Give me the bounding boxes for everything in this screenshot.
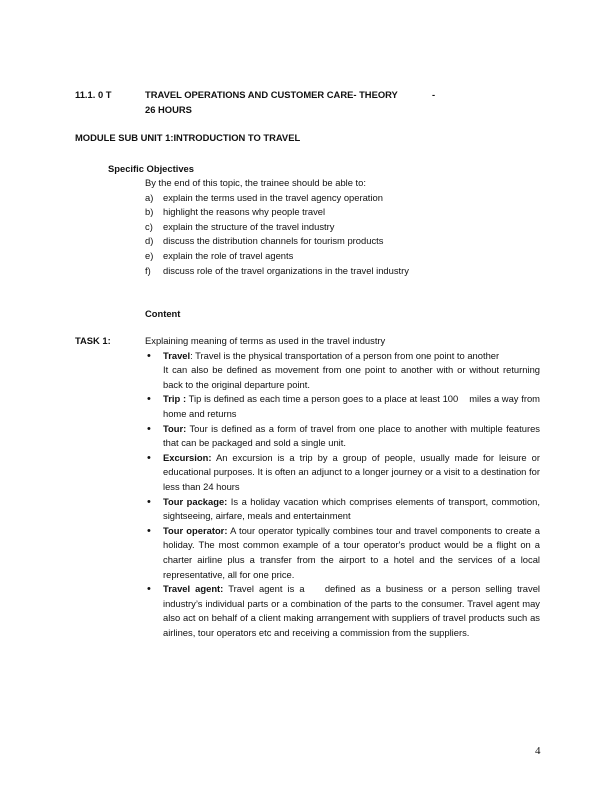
objective-item: [145, 234, 545, 249]
term-item: [145, 349, 540, 393]
page-number: 4: [535, 745, 541, 757]
objective-text: discuss role of the travel organizations in the travel industry: [163, 264, 409, 276]
objective-letter: a): [145, 191, 154, 203]
objective-text: discuss the distribution channels for tourism products: [163, 235, 384, 247]
objectives-list: [145, 176, 545, 278]
term-item: [145, 451, 543, 495]
task-label: TASK 1:: [75, 335, 111, 346]
objective-letter: d): [145, 235, 154, 247]
term-definition: An excursion is a trip by a group of people, usually made for leisure or educational purposes. It is often an adjunct to a longer journey or a visit to a destination for less than 24 hours: [163, 451, 543, 492]
term-name: Tour package:: [163, 495, 228, 507]
objective-letter: f): [145, 264, 151, 276]
term-sep: :: [190, 349, 193, 361]
term-name: Travel agent:: [163, 583, 224, 595]
task-section: [145, 334, 543, 640]
objective-text: explain the terms used in the travel agency operation: [163, 191, 383, 203]
term-item: [145, 582, 543, 640]
objective-text: highlight the reasons why people travel: [163, 206, 326, 218]
objective-text: explain the structure of the travel industry: [163, 220, 335, 232]
objectives-heading: Specific Objectives: [108, 163, 194, 174]
objective-letter: e): [145, 249, 154, 261]
term-definition: Is a holiday vacation which comprises elements of transport, commotion, sightseeing, airfare, meals and entertainment: [163, 495, 543, 522]
objective-letter: c): [145, 220, 153, 232]
term-extra: It can also be defined as movement from one point to another with or without returning back to the original departure point.: [163, 364, 540, 390]
objectives-intro: By the end of this topic, the trainee should be able to:: [145, 177, 366, 188]
module-heading: MODULE SUB UNIT 1:INTRODUCTION TO TRAVEL: [75, 132, 301, 143]
objective-item: [145, 191, 545, 206]
term-name: Excursion:: [163, 451, 212, 463]
title-dash: -: [432, 89, 436, 100]
course-title: TRAVEL OPERATIONS AND CUSTOMER CARE- THEORY: [145, 89, 398, 100]
term-item: [145, 495, 543, 524]
objective-letter: b): [145, 206, 154, 218]
objective-text: explain the role of travel agents: [163, 249, 294, 261]
term-definition: A tour operator typically combines tour and travel components to create a holiday. The most common example of a tour operator's product would be a flight on a charter airline plus a transfer from the airport to a hotel and the services of a local representative, all for one price.: [163, 524, 543, 580]
task-intro: Explaining meaning of terms as used in the travel industry: [145, 335, 386, 346]
term-item: [145, 422, 543, 451]
term-definition: Tip is defined as each time a person goes to a place at least 100 miles a way from home and returns: [163, 393, 543, 419]
course-hours: 26 HOURS: [145, 104, 192, 115]
term-name: Travel: [163, 349, 191, 361]
term-name: Trip :: [163, 393, 187, 405]
terms-list: [145, 349, 543, 641]
objective-item: [145, 205, 545, 220]
objective-item: [145, 249, 545, 264]
objective-item: [145, 220, 545, 235]
term-name: Tour operator:: [163, 524, 228, 536]
objective-item: [145, 264, 545, 279]
term-name: Tour:: [163, 422, 187, 434]
term-definition: Travel is the physical transportation of a person from one point to another: [192, 349, 500, 361]
term-definition: Travel agent is a defined as a business or a person selling travel industry’s individual parts or a combination of the parts to the consumer. Travel agent may also act on behalf of a client making arrangement with suppliers of travel products such as airlines, tour operators etc and receiving a commission from the suppliers.: [163, 583, 543, 638]
content-heading: Content: [145, 308, 181, 319]
term-item: [145, 524, 543, 582]
course-code: 11.1. 0 T: [75, 89, 112, 100]
term-item: [145, 392, 543, 421]
term-definition: Tour is defined as a form of travel from one place to another with multiple features that can be packaged and sold a single unit.: [163, 422, 543, 449]
